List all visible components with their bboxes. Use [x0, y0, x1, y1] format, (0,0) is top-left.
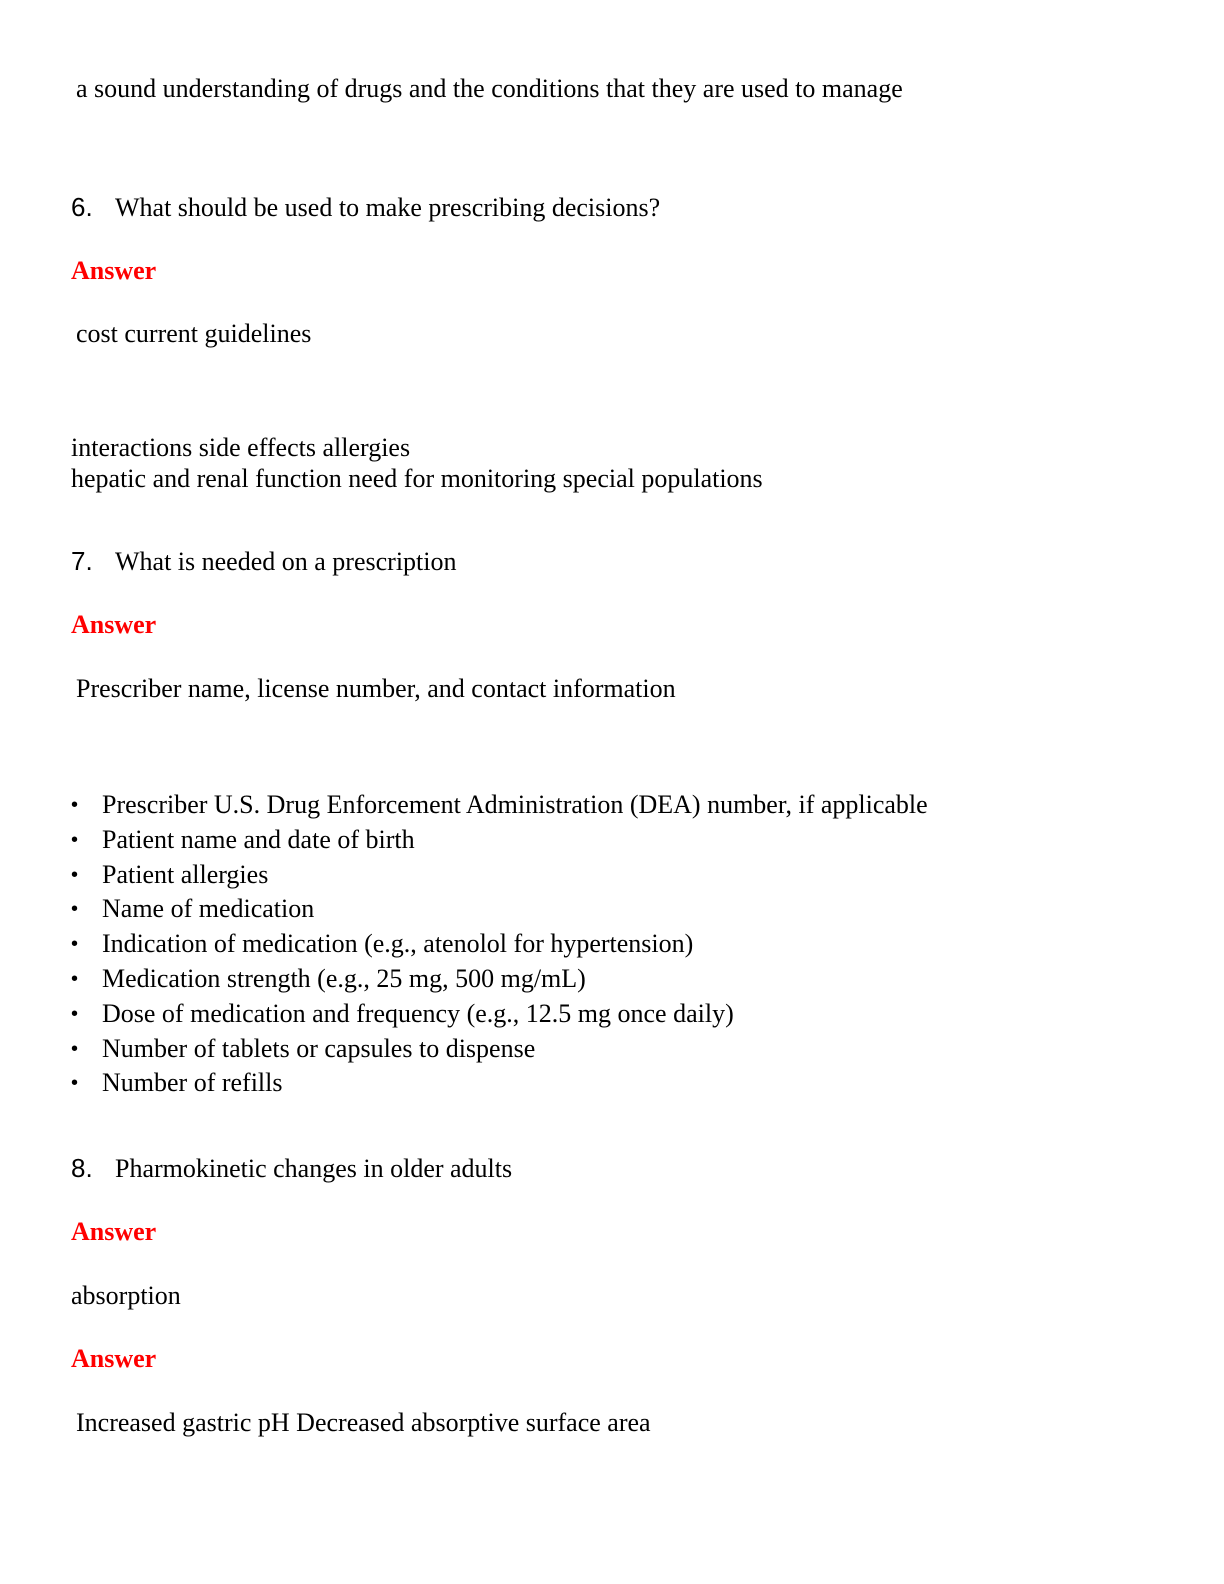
list-item — [71, 858, 928, 893]
answer-q8-2: Increased gastric pH Decreased absorptive surface area — [76, 1408, 651, 1437]
list-item-text: Name of medication — [102, 894, 315, 924]
question-6-text: What should be used to make prescribing decisions? — [115, 193, 661, 222]
list-item-text: Indication of medication (e.g., atenolol for hypertension) — [102, 929, 694, 959]
list-item — [71, 1032, 928, 1067]
answer-label-q6: Answer — [71, 256, 157, 285]
answer-q8-1: absorption — [71, 1281, 181, 1310]
list-item-text: Dose of medication and frequency (e.g., 12.5 mg once daily) — [102, 998, 734, 1028]
list-item — [71, 788, 928, 823]
question-6-number: 6. — [71, 192, 93, 222]
list-item-text: Medication strength (e.g., 25 mg, 500 mg/mL) — [102, 963, 586, 993]
question-8 — [71, 1153, 512, 1184]
bullet-icon: • — [71, 863, 79, 886]
bullet-icon: • — [71, 967, 79, 990]
bullet-icon: • — [71, 828, 79, 851]
bullet-icon: • — [71, 794, 79, 816]
intro-line: a sound understanding of drugs and the conditions that they are used to manage — [76, 74, 903, 103]
list-item-text: Patient allergies — [102, 859, 269, 889]
question-7-text: What is needed on a prescription — [115, 547, 457, 576]
list-item — [71, 962, 928, 997]
answer-q6-line2: interactions side effects allergies — [71, 433, 411, 462]
question-8-text: Pharmokinetic changes in older adults — [115, 1154, 513, 1183]
bullet-icon: • — [71, 1037, 79, 1060]
prescription-requirements-list — [71, 788, 928, 1101]
answer-q6-line1: cost current guidelines — [76, 319, 312, 348]
question-7 — [71, 546, 457, 577]
list-item-text: Patient name and date of birth — [102, 824, 415, 854]
list-item — [71, 1066, 928, 1101]
answer-label-q8-2: Answer — [71, 1344, 157, 1373]
list-item-text: Number of tablets or capsules to dispense — [102, 1033, 536, 1063]
list-item-text: Number of refills — [102, 1068, 283, 1098]
list-item — [71, 997, 928, 1032]
bullet-icon: • — [71, 1072, 79, 1095]
answer-q6-line3: hepatic and renal function need for monitoring special populations — [71, 464, 763, 493]
answer-label-q8-1: Answer — [71, 1217, 157, 1246]
list-item — [71, 927, 928, 962]
bullet-icon: • — [71, 1002, 79, 1025]
list-item — [71, 892, 928, 927]
list-item-text: Prescriber U.S. Drug Enforcement Administration (DEA) number, if applicable — [102, 790, 928, 819]
answer-label-q7: Answer — [71, 610, 157, 639]
question-6 — [71, 192, 660, 223]
bullet-icon: • — [71, 933, 79, 956]
question-8-number: 8. — [71, 1153, 93, 1183]
answer-q7-line1: Prescriber name, license number, and contact information — [76, 674, 676, 703]
list-item — [71, 823, 928, 858]
question-7-number: 7. — [71, 546, 93, 576]
bullet-icon: • — [71, 898, 79, 921]
